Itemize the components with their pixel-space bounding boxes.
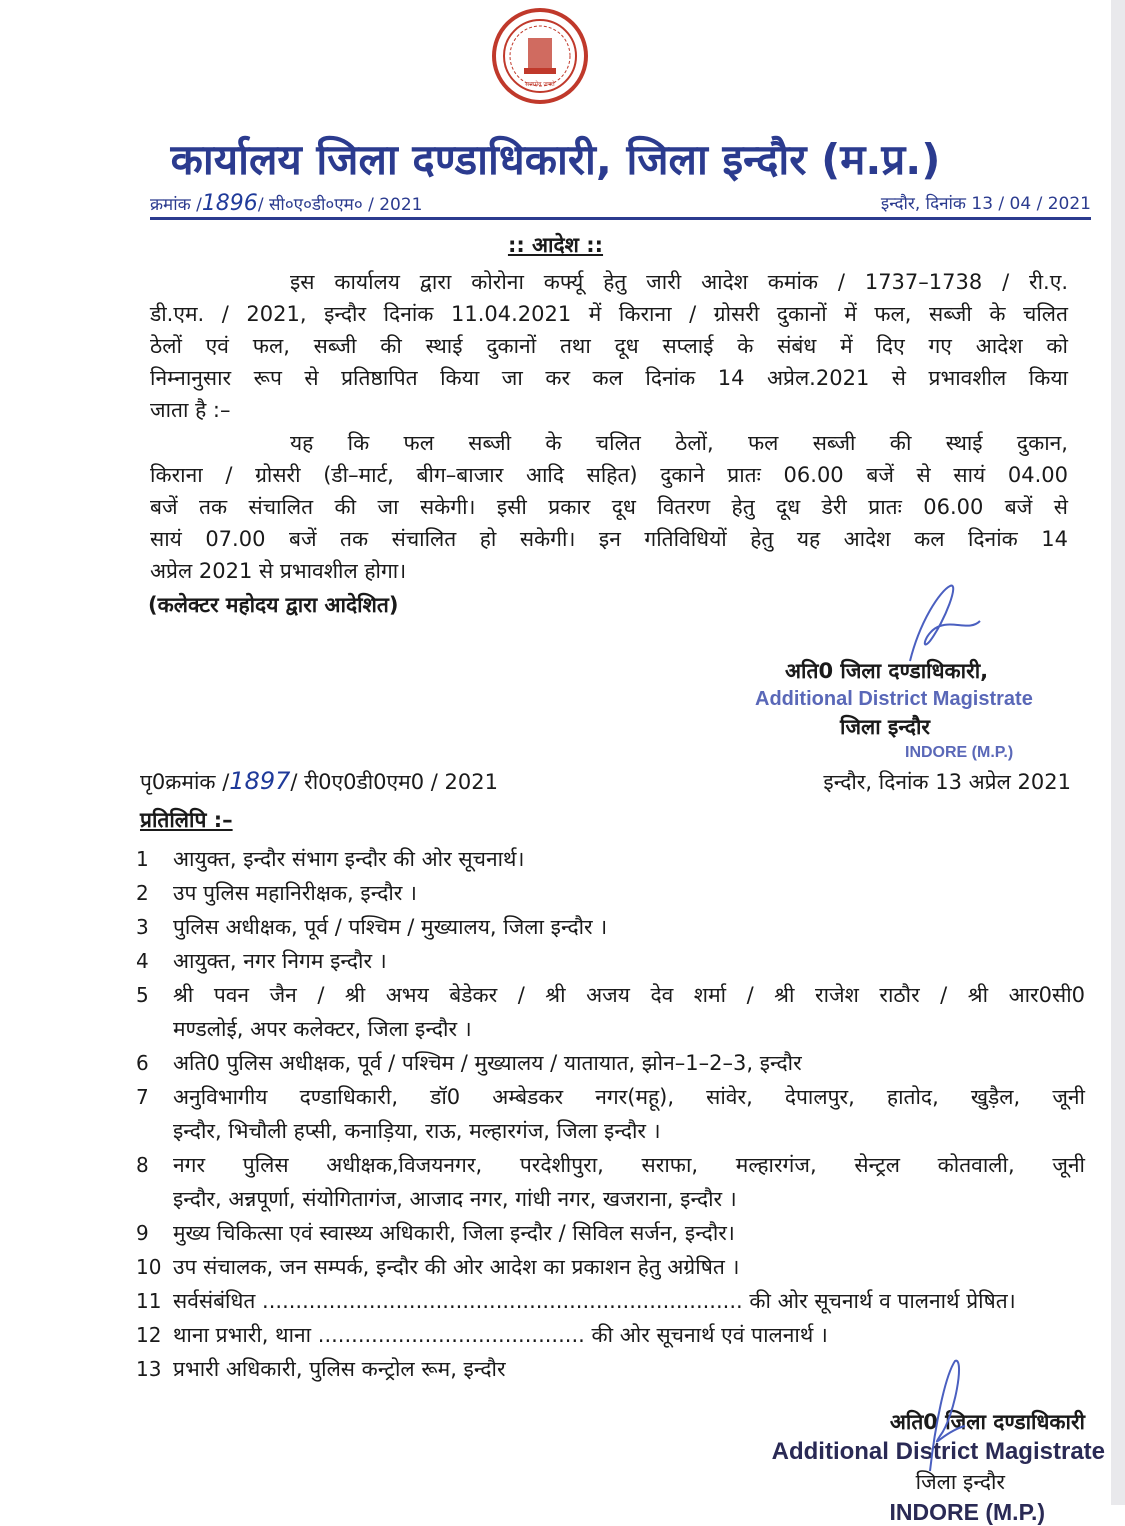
para2-line: अप्रेल 2021 से प्रभावशील होगा।	[150, 559, 407, 583]
page-edge	[1111, 0, 1125, 1505]
copy-list	[136, 842, 1091, 1386]
copy-recipient-text	[173, 1284, 1085, 1318]
copy-recipient: उप पुलिस महानिरीक्षक, इन्दौर ।	[173, 881, 418, 905]
copy-recipient: इन्दौर, अन्नपूर्णा, संयोगितागंज, आजाद नगर, गांधी नगर, खजराना, इन्दौर ।	[173, 1187, 737, 1211]
signatory-designation: अति0 जिला दण्डाधिकारी,	[785, 659, 989, 683]
para1-line: ठेलों एवं फल, सब्जी की स्थाई दुकानों तथा दूध सप्लाई के संबंध में दिए गए आदेश को	[150, 334, 1068, 358]
copy-recipient-text	[173, 1250, 1085, 1284]
header-date: इन्दौर, दिनांक 13 / 04 / 2021	[880, 194, 1091, 214]
copy-heading: प्रतिलिपि :–	[140, 808, 233, 832]
copy-number: 8	[136, 1153, 149, 1177]
copy-recipient-text	[173, 1046, 1085, 1080]
copy-recipient-text	[173, 1318, 1085, 1352]
copy-recipient: इन्दौर, भिचौली हप्सी, कनाड़िया, राऊ, मल्हारगंज, जिला इन्दौर ।	[173, 1119, 661, 1143]
copy-recipient: पुलिस अधीक्षक, पूर्व / पश्चिम / मुख्यालय, जिला इन्दौर ।	[173, 915, 608, 939]
copy-item	[136, 1216, 1091, 1250]
copy-recipient: प्रभारी अधिकारी, पुलिस कन्ट्रोल रूम, इन्दौर	[173, 1357, 506, 1381]
copy-recipient: थाना प्रभारी, थाना ........................................ की ओर सूचनार्थ एवं पालनार्थ ।	[173, 1323, 828, 1347]
signature-icon	[880, 581, 990, 671]
copy-recipient: मुख्य चिकित्सा एवं स्वास्थ्य अधिकारी, जिला इन्दौर / सिविल सर्जन, इन्दौर।	[173, 1221, 735, 1245]
copy-recipient: आयुक्त, नगर निगम इन्दौर ।	[173, 949, 387, 973]
copy-recipient-text	[173, 1080, 1085, 1148]
order-heading: :: आदेश ::	[507, 233, 604, 257]
emblem-motto: सत्यमेव जयते	[525, 81, 555, 88]
signatory-district: जिला इन्दौर	[840, 715, 930, 739]
copy-recipient: अनुविभागीय दण्डाधिकारी, डॉ0 अम्बेडकर नगर(महू), सांवेर, देपालपुर, हातोद, खुड़ैल, जूनी	[173, 1085, 1085, 1109]
copy-recipient: मण्डलोई, अपर कलेक्टर, जिला इन्दौर ।	[173, 1017, 472, 1041]
para2-line: किराना / ग्रोसरी (डी–मार्ट, बीग–बाजार आदि सहित) दुकाने प्रातः 06.00 बजें से सायं 04.00	[150, 463, 1068, 487]
reference-number: क्रमांक /1896/ सी०ए०डी०एम० / 2021	[150, 191, 423, 216]
copy-recipient: नगर पुलिस अधीक्षक,विजयनगर, परदेशीपुरा, सराफा, मल्हारगंज, सेन्ट्रल कोतवाली, जूनी	[173, 1153, 1085, 1177]
copy-item	[136, 876, 1091, 910]
copy-recipient: आयुक्त, इन्दौर संभाग इन्दौर की ओर सूचनार्थ।	[173, 847, 525, 871]
copy-number: 9	[136, 1221, 149, 1245]
copy-number: 10	[136, 1255, 162, 1279]
copy-item	[136, 1046, 1091, 1080]
signature-block-2	[700, 1406, 1105, 1526]
stamp-text: Additional District Magistrate	[771, 1438, 1105, 1465]
copy-item	[136, 1148, 1091, 1216]
government-emblem-icon	[490, 2, 590, 110]
copy-recipient-text	[173, 910, 1085, 944]
signature-block-1	[755, 655, 1091, 763]
copy-item	[136, 910, 1091, 944]
endorsement-date: इन्दौर, दिनांक 13 अप्रेल 2021	[823, 770, 1071, 794]
para2-line: यह कि फल सब्जी के चलित ठेलों, फल सब्जी की स्थाई दुकान,	[290, 431, 1068, 455]
copy-recipient: अति0 पुलिस अधीक्षक, पूर्व / पश्चिम / मुख्यालय / यातायात, झोन–1–2–3, इन्दौर	[173, 1051, 802, 1075]
signatory-district: जिला इन्दौर	[915, 1470, 1005, 1494]
copy-recipient-text	[173, 978, 1085, 1046]
copy-number: 5	[136, 983, 149, 1007]
copy-recipient-text	[173, 1216, 1085, 1250]
paragraph-1	[150, 266, 1068, 426]
copy-recipient-text	[173, 842, 1085, 876]
reference-row	[150, 192, 1091, 220]
para2-line: सायं 07.00 बजें तक संचालित हो सकेगी। इन गतिविधियों हेतु यह आदेश कल दिनांक 14	[150, 527, 1068, 551]
copy-item	[136, 842, 1091, 876]
copy-item	[136, 1284, 1091, 1318]
copy-recipient-text	[173, 876, 1085, 910]
copy-number: 2	[136, 881, 149, 905]
copy-number: 7	[136, 1085, 149, 1109]
copy-number: 11	[136, 1289, 162, 1313]
copy-item	[136, 944, 1091, 978]
copy-item	[136, 1250, 1091, 1284]
copy-number: 6	[136, 1051, 149, 1075]
handwritten-endorsement-number: 1897	[229, 767, 291, 795]
copy-item	[136, 978, 1091, 1046]
copy-number: 3	[136, 915, 149, 939]
copy-item	[136, 1318, 1091, 1352]
copy-number: 13	[136, 1357, 162, 1381]
endorsement-number: पृ0क्रमांक /1897/ री0ए0डी0एम0 / 2021	[140, 767, 498, 795]
para1-line: जाता है :–	[150, 398, 231, 422]
signatory-designation: अति0 जिला दण्डाधिकारी	[889, 1410, 1085, 1434]
handwritten-ref-number: 1896	[201, 191, 258, 216]
paragraph-2	[150, 427, 1068, 587]
stamp-text: INDORE (M.P.)	[889, 1499, 1045, 1525]
copy-number: 12	[136, 1323, 162, 1347]
copy-item	[136, 1080, 1091, 1148]
signature-icon	[910, 1356, 980, 1476]
copy-recipient: उप संचालक, जन सम्पर्क, इन्दौर की ओर आदेश का प्रकाशन हेतु अग्रेषित ।	[173, 1255, 740, 1279]
para1-line: निम्नानुसार रूप से प्रतिष्ठापित किया जा कर कल दिनांक 14 अप्रेल.2021 से प्रभावशील किया	[150, 366, 1068, 390]
para2-line: बजें तक संचालित की जा सकेगी। इसी प्रकार दूध वितरण हेतु दूध डेरी प्रातः 06.00 बजें से	[150, 495, 1068, 519]
stamp-text: Additional District Magistrate	[755, 688, 1033, 710]
office-title: कार्यालय जिला दण्डाधिकारी, जिला इन्दौर (म.प्र.)	[170, 135, 941, 184]
para1-line: इस कार्यालय द्वारा कोरोना कर्फ्यू हेतु जारी आदेश कमांक / 1737–1738 / री.ए.	[290, 270, 1068, 294]
ordered-by: (कलेक्टर महोदय द्वारा आदेशित)	[148, 593, 399, 617]
copy-recipient-text	[173, 944, 1085, 978]
stamp-text: INDORE (M.P.)	[905, 744, 1014, 761]
endorsement-row	[140, 765, 1071, 798]
para1-line: डी.एम. / 2021, इन्दौर दिनांक 11.04.2021 में किराना / ग्रोसरी दुकानों में फल, सब्जी के चलित	[150, 302, 1068, 326]
copy-recipient-text	[173, 1148, 1085, 1216]
copy-recipient: सर्वसंबंधित ........................................................................ की ओर सूचनार्थ व पालनार्थ प्रेषित।	[173, 1289, 1016, 1313]
copy-recipient: श्री पवन जैन / श्री अभय बेडेकर / श्री अजय देव शर्मा / श्री राजेश राठौर / श्री आर0सी0	[173, 983, 1085, 1007]
copy-number: 1	[136, 847, 149, 871]
document-body	[0, 132, 1111, 1526]
copy-number: 4	[136, 949, 149, 973]
